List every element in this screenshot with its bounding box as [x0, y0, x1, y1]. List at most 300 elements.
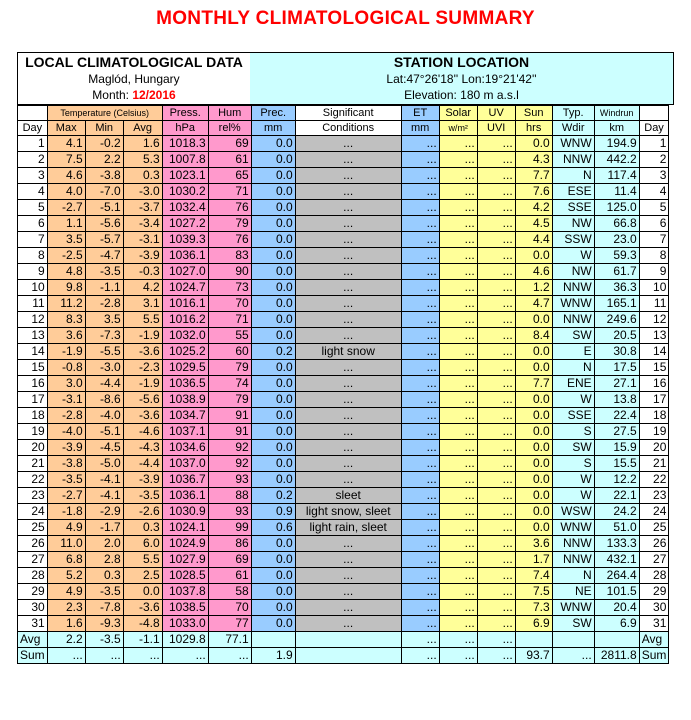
day-cell-right: 9: [639, 264, 669, 280]
min-temp-cell: -9.3: [85, 616, 123, 632]
wind-dir-cell: NNW: [552, 552, 594, 568]
precipitation-cell: 0.0: [251, 616, 295, 632]
windrun-cell: 20.4: [594, 600, 639, 616]
precipitation-cell: 0.0: [251, 168, 295, 184]
min-temp-cell: ...: [85, 648, 123, 664]
windrun-cell: 2811.8: [594, 648, 639, 664]
conditions-cell: ...: [295, 136, 401, 152]
table-row: [18, 184, 669, 200]
sun-hours-cell: 7.5: [515, 584, 552, 600]
solar-cell: ...: [439, 424, 477, 440]
min-temp-cell: 2.2: [85, 152, 123, 168]
precipitation-cell: 0.0: [251, 472, 295, 488]
sun-hours-cell: 7.6: [515, 184, 552, 200]
humidity-cell: 79: [208, 216, 251, 232]
conditions-cell: ...: [295, 552, 401, 568]
et-cell: ...: [401, 232, 439, 248]
day-header-right: Day: [639, 121, 669, 136]
et-cell: ...: [401, 504, 439, 520]
windrun-cell: 442.2: [594, 152, 639, 168]
sun-hours-cell: 8.4: [515, 328, 552, 344]
avg-temp-cell: -3.9: [123, 472, 162, 488]
wind-dir-cell: ...: [552, 648, 594, 664]
et-unit: mm: [401, 121, 439, 136]
pressure-cell: 1036.7: [162, 472, 208, 488]
day-cell: 19: [18, 424, 48, 440]
temperature-group-header: Temperature (Celsius): [47, 106, 162, 121]
avg-temp-cell: -3.4: [123, 216, 162, 232]
et-cell: ...: [401, 408, 439, 424]
min-temp-cell: -2.9: [85, 504, 123, 520]
conditions-cell: ...: [295, 216, 401, 232]
pressure-cell: 1024.9: [162, 536, 208, 552]
solar-cell: ...: [439, 392, 477, 408]
solar-cell: ...: [439, 248, 477, 264]
avg-temp-cell: -3.0: [123, 184, 162, 200]
summary-label: Sum: [18, 648, 48, 664]
max-temp-cell: -3.8: [47, 456, 85, 472]
precipitation-cell: 0.0: [251, 408, 295, 424]
conditions-cell: light rain, sleet: [295, 520, 401, 536]
min-temp-cell: -3.5: [85, 632, 123, 648]
uv-cell: ...: [477, 648, 515, 664]
wind-dir-cell: SW: [552, 328, 594, 344]
solar-cell: ...: [439, 440, 477, 456]
uv-cell: ...: [477, 424, 515, 440]
pressure-cell: 1007.8: [162, 152, 208, 168]
max-temp-cell: 11.2: [47, 296, 85, 312]
precipitation-cell: 0.0: [251, 360, 295, 376]
table-row: [18, 344, 669, 360]
et-cell: ...: [401, 424, 439, 440]
precipitation-cell: 0.0: [251, 440, 295, 456]
conditions-cell: ...: [295, 472, 401, 488]
humidity-cell: ...: [208, 648, 251, 664]
sun-hours-cell: 0.0: [515, 248, 552, 264]
day-cell: 3: [18, 168, 48, 184]
day-cell-right: 19: [639, 424, 669, 440]
sun-hours-cell: 0.0: [515, 456, 552, 472]
humidity-cell: 76: [208, 200, 251, 216]
max-temp-cell: -2.7: [47, 200, 85, 216]
uv-cell: ...: [477, 248, 515, 264]
solar-cell: ...: [439, 216, 477, 232]
day-cell-right: 27: [639, 552, 669, 568]
avg-temp-cell: 0.0: [123, 584, 162, 600]
solar-cell: ...: [439, 632, 477, 648]
sun-hours-cell: 0.0: [515, 424, 552, 440]
precipitation-cell: 0.0: [251, 376, 295, 392]
precipitation-cell: 0.0: [251, 280, 295, 296]
solar-header: Solar: [439, 106, 477, 121]
humidity-cell: 70: [208, 600, 251, 616]
wind-dir-cell: N: [552, 568, 594, 584]
uv-cell: ...: [477, 488, 515, 504]
day-cell-right: 31: [639, 616, 669, 632]
humidity-cell: 69: [208, 552, 251, 568]
max-temp-cell: -4.0: [47, 424, 85, 440]
conditions-cell: ...: [295, 456, 401, 472]
wind-dir-cell: WNW: [552, 600, 594, 616]
precipitation-cell: 0.0: [251, 248, 295, 264]
sun-hours-cell: 1.2: [515, 280, 552, 296]
et-cell: ...: [401, 520, 439, 536]
table-row: [18, 424, 669, 440]
table-row: [18, 520, 669, 536]
uv-cell: ...: [477, 312, 515, 328]
solar-cell: ...: [439, 472, 477, 488]
wind-dir-cell: W: [552, 392, 594, 408]
day-cell-right: 7: [639, 232, 669, 248]
avg-temp-cell: -4.4: [123, 456, 162, 472]
conditions-cell: ...: [295, 568, 401, 584]
wind-dir-cell: ENE: [552, 376, 594, 392]
avg-temp-cell: -1.9: [123, 328, 162, 344]
day-cell: 27: [18, 552, 48, 568]
et-cell: ...: [401, 584, 439, 600]
wind-dir-cell: NNW: [552, 280, 594, 296]
max-temp-cell: 2.2: [47, 632, 85, 648]
pressure-cell: 1024.1: [162, 520, 208, 536]
day-cell-right: 12: [639, 312, 669, 328]
sun-hours-cell: 0.0: [515, 440, 552, 456]
windrun-cell: 117.4: [594, 168, 639, 184]
day-cell-right: 15: [639, 360, 669, 376]
max-temp-cell: 4.9: [47, 584, 85, 600]
max-temp-cell: -2.5: [47, 248, 85, 264]
pressure-cell: 1038.9: [162, 392, 208, 408]
wind-dir-cell: NW: [552, 264, 594, 280]
max-header: Max: [47, 121, 85, 136]
wdir-header: Typ.: [552, 106, 594, 121]
pressure-cell: 1036.5: [162, 376, 208, 392]
sun-hours-cell: 0.0: [515, 408, 552, 424]
wind-dir-cell: WNW: [552, 520, 594, 536]
table-row: [18, 376, 669, 392]
sun-hours-cell: 4.7: [515, 296, 552, 312]
pressure-cell: ...: [162, 648, 208, 664]
conditions-cell: ...: [295, 248, 401, 264]
table-row: [18, 584, 669, 600]
pressure-cell: 1037.8: [162, 584, 208, 600]
et-cell: ...: [401, 152, 439, 168]
sun-hours-cell: 0.0: [515, 312, 552, 328]
wind-dir-cell: WNW: [552, 296, 594, 312]
table-row: [18, 232, 669, 248]
max-temp-cell: ...: [47, 648, 85, 664]
max-temp-cell: -1.8: [47, 504, 85, 520]
conditions-cell: ...: [295, 616, 401, 632]
day-cell: 17: [18, 392, 48, 408]
uv-cell: ...: [477, 232, 515, 248]
day-cell: 25: [18, 520, 48, 536]
uv-cell: ...: [477, 472, 515, 488]
conditions-cell: ...: [295, 440, 401, 456]
day-cell-right: 25: [639, 520, 669, 536]
humidity-cell: 91: [208, 408, 251, 424]
prec-unit: mm: [251, 121, 295, 136]
et-cell: ...: [401, 312, 439, 328]
min-temp-cell: -7.3: [85, 328, 123, 344]
uv-cell: ...: [477, 344, 515, 360]
sum-row: [18, 648, 669, 664]
uv-cell: ...: [477, 536, 515, 552]
min-temp-cell: -1.7: [85, 520, 123, 536]
precipitation-cell: 0.0: [251, 184, 295, 200]
humidity-cell: 86: [208, 536, 251, 552]
avg-temp-cell: 5.5: [123, 312, 162, 328]
precipitation-cell: 0.2: [251, 488, 295, 504]
et-cell: ...: [401, 440, 439, 456]
precipitation-cell: 0.6: [251, 520, 295, 536]
windrun-cell: 61.7: [594, 264, 639, 280]
solar-cell: ...: [439, 328, 477, 344]
uv-cell: ...: [477, 392, 515, 408]
day-cell: 13: [18, 328, 48, 344]
table-row: [18, 264, 669, 280]
avg-temp-cell: -3.6: [123, 408, 162, 424]
min-temp-cell: -4.1: [85, 472, 123, 488]
table-body: [18, 106, 669, 664]
windrun-cell: 249.6: [594, 312, 639, 328]
wind-dir-cell: NNW: [552, 536, 594, 552]
pressure-cell: 1027.0: [162, 264, 208, 280]
sun-unit: hrs: [515, 121, 552, 136]
uv-header: UV: [477, 106, 515, 121]
day-cell: 14: [18, 344, 48, 360]
uv-cell: ...: [477, 296, 515, 312]
windrun-cell: 264.4: [594, 568, 639, 584]
windrun-cell: 125.0: [594, 200, 639, 216]
solar-cell: ...: [439, 504, 477, 520]
day-cell: 22: [18, 472, 48, 488]
conditions-cell: ...: [295, 376, 401, 392]
et-cell: ...: [401, 536, 439, 552]
humidity-cell: 90: [208, 264, 251, 280]
uv-cell: ...: [477, 264, 515, 280]
header-row-2: [18, 121, 669, 136]
sun-hours-cell: 4.3: [515, 152, 552, 168]
precipitation-cell: 0.0: [251, 392, 295, 408]
month-label: Month:: [92, 88, 129, 102]
wind-dir-cell: NW: [552, 216, 594, 232]
day-cell: 28: [18, 568, 48, 584]
min-temp-cell: -8.6: [85, 392, 123, 408]
station-location-panel: [250, 53, 673, 104]
et-header: ET: [401, 106, 439, 121]
table-row: [18, 488, 669, 504]
windrun-cell: 15.5: [594, 456, 639, 472]
max-temp-cell: 1.1: [47, 216, 85, 232]
max-temp-cell: 4.1: [47, 136, 85, 152]
solar-cell: ...: [439, 296, 477, 312]
humidity-cell: 83: [208, 248, 251, 264]
avg-temp-cell: -3.1: [123, 232, 162, 248]
avg-temp-cell: 5.3: [123, 152, 162, 168]
precipitation-cell: 0.0: [251, 152, 295, 168]
precipitation-cell: 0.2: [251, 344, 295, 360]
humidity-cell: 93: [208, 472, 251, 488]
min-temp-cell: -0.2: [85, 136, 123, 152]
solar-cell: ...: [439, 200, 477, 216]
humidity-cell: 79: [208, 360, 251, 376]
solar-cell: ...: [439, 280, 477, 296]
min-temp-cell: -4.1: [85, 488, 123, 504]
table-row: [18, 296, 669, 312]
sun-hours-cell: 0.0: [515, 488, 552, 504]
avg-temp-cell: -3.5: [123, 488, 162, 504]
table-row: [18, 616, 669, 632]
conditions-cell: ...: [295, 584, 401, 600]
avg-temp-cell: 6.0: [123, 536, 162, 552]
et-cell: ...: [401, 184, 439, 200]
windrun-header: Windrun: [594, 106, 639, 121]
max-temp-cell: 4.9: [47, 520, 85, 536]
avg-temp-cell: ...: [123, 648, 162, 664]
solar-cell: ...: [439, 648, 477, 664]
table-row: [18, 472, 669, 488]
header-row-1: [18, 106, 669, 121]
day-cell-right: 1: [639, 136, 669, 152]
pressure-cell: 1034.7: [162, 408, 208, 424]
page-title: MONTHLY CLIMATOLOGICAL SUMMARY: [156, 8, 535, 29]
pressure-cell: 1029.5: [162, 360, 208, 376]
day-cell-right: 23: [639, 488, 669, 504]
min-temp-cell: -3.8: [85, 168, 123, 184]
uv-cell: ...: [477, 328, 515, 344]
solar-cell: ...: [439, 136, 477, 152]
min-temp-cell: -1.1: [85, 280, 123, 296]
uv-cell: ...: [477, 456, 515, 472]
max-temp-cell: 4.0: [47, 184, 85, 200]
conditions-header-2: Conditions: [295, 121, 401, 136]
precipitation-cell: 0.9: [251, 504, 295, 520]
table-row: [18, 200, 669, 216]
solar-cell: ...: [439, 536, 477, 552]
day-cell-right: 28: [639, 568, 669, 584]
et-cell: ...: [401, 296, 439, 312]
precipitation-cell: 0.0: [251, 424, 295, 440]
uv-cell: ...: [477, 216, 515, 232]
max-temp-cell: 3.0: [47, 376, 85, 392]
uv-cell: ...: [477, 552, 515, 568]
sun-hours-cell: 4.2: [515, 200, 552, 216]
avg-temp-cell: -4.8: [123, 616, 162, 632]
humidity-cell: 79: [208, 392, 251, 408]
humidity-cell: 55: [208, 328, 251, 344]
windrun-cell: 30.8: [594, 344, 639, 360]
windrun-cell: 17.5: [594, 360, 639, 376]
avg-row: [18, 632, 669, 648]
sun-hours-cell: 0.0: [515, 472, 552, 488]
precipitation-cell: 1.9: [251, 648, 295, 664]
sun-hours-cell: 7.4: [515, 568, 552, 584]
table-row: [18, 408, 669, 424]
conditions-cell: ...: [295, 264, 401, 280]
day-cell-right: 30: [639, 600, 669, 616]
uv-cell: ...: [477, 200, 515, 216]
table-row: [18, 360, 669, 376]
table-row: [18, 568, 669, 584]
max-temp-cell: 8.3: [47, 312, 85, 328]
table-row: [18, 168, 669, 184]
hum-unit: rel%: [208, 121, 251, 136]
solar-cell: ...: [439, 168, 477, 184]
wind-dir-cell: W: [552, 488, 594, 504]
conditions-cell: ...: [295, 424, 401, 440]
humidity-cell: 88: [208, 488, 251, 504]
et-cell: ...: [401, 568, 439, 584]
wind-dir-cell: E: [552, 344, 594, 360]
day-cell-right: 16: [639, 376, 669, 392]
humidity-cell: 77.1: [208, 632, 251, 648]
solar-cell: ...: [439, 312, 477, 328]
humidity-cell: 92: [208, 456, 251, 472]
conditions-cell: ...: [295, 408, 401, 424]
precipitation-cell: 0.0: [251, 328, 295, 344]
uv-cell: ...: [477, 440, 515, 456]
uv-cell: ...: [477, 616, 515, 632]
day-cell: 12: [18, 312, 48, 328]
day-cell: 2: [18, 152, 48, 168]
day-cell-right: 20: [639, 440, 669, 456]
max-temp-cell: 2.3: [47, 600, 85, 616]
humidity-cell: 74: [208, 376, 251, 392]
sun-hours-cell: 7.7: [515, 376, 552, 392]
precipitation-cell: 0.0: [251, 584, 295, 600]
precipitation-cell: 0.0: [251, 312, 295, 328]
pressure-cell: 1016.1: [162, 296, 208, 312]
day-cell-right: 8: [639, 248, 669, 264]
humidity-cell: 61: [208, 568, 251, 584]
windrun-cell: 133.3: [594, 536, 639, 552]
conditions-cell: ...: [295, 152, 401, 168]
windrun-cell: 12.2: [594, 472, 639, 488]
pressure-cell: 1039.3: [162, 232, 208, 248]
uv-cell: ...: [477, 280, 515, 296]
pressure-cell: 1037.1: [162, 424, 208, 440]
windrun-cell: 27.5: [594, 424, 639, 440]
windrun-cell: 59.3: [594, 248, 639, 264]
uv-cell: ...: [477, 136, 515, 152]
location-text: Maglód, Hungary: [88, 72, 180, 86]
wind-dir-cell: S: [552, 456, 594, 472]
press-unit: hPa: [162, 121, 208, 136]
solar-cell: ...: [439, 408, 477, 424]
day-cell: 5: [18, 200, 48, 216]
summary-label-right: Sum: [639, 648, 669, 664]
humidity-cell: 58: [208, 584, 251, 600]
day-cell: 29: [18, 584, 48, 600]
solar-cell: ...: [439, 344, 477, 360]
day-cell: 23: [18, 488, 48, 504]
uv-cell: ...: [477, 504, 515, 520]
day-cell: 24: [18, 504, 48, 520]
day-cell: 9: [18, 264, 48, 280]
humidity-cell: 77: [208, 616, 251, 632]
day-cell: 8: [18, 248, 48, 264]
hum-header: Hum: [208, 106, 251, 121]
conditions-cell: ...: [295, 536, 401, 552]
uv-cell: ...: [477, 360, 515, 376]
avg-temp-cell: -2.3: [123, 360, 162, 376]
et-cell: ...: [401, 200, 439, 216]
solar-cell: ...: [439, 552, 477, 568]
max-temp-cell: 5.2: [47, 568, 85, 584]
windrun-cell: 194.9: [594, 136, 639, 152]
sun-hours-cell: 4.4: [515, 232, 552, 248]
uv-cell: ...: [477, 600, 515, 616]
